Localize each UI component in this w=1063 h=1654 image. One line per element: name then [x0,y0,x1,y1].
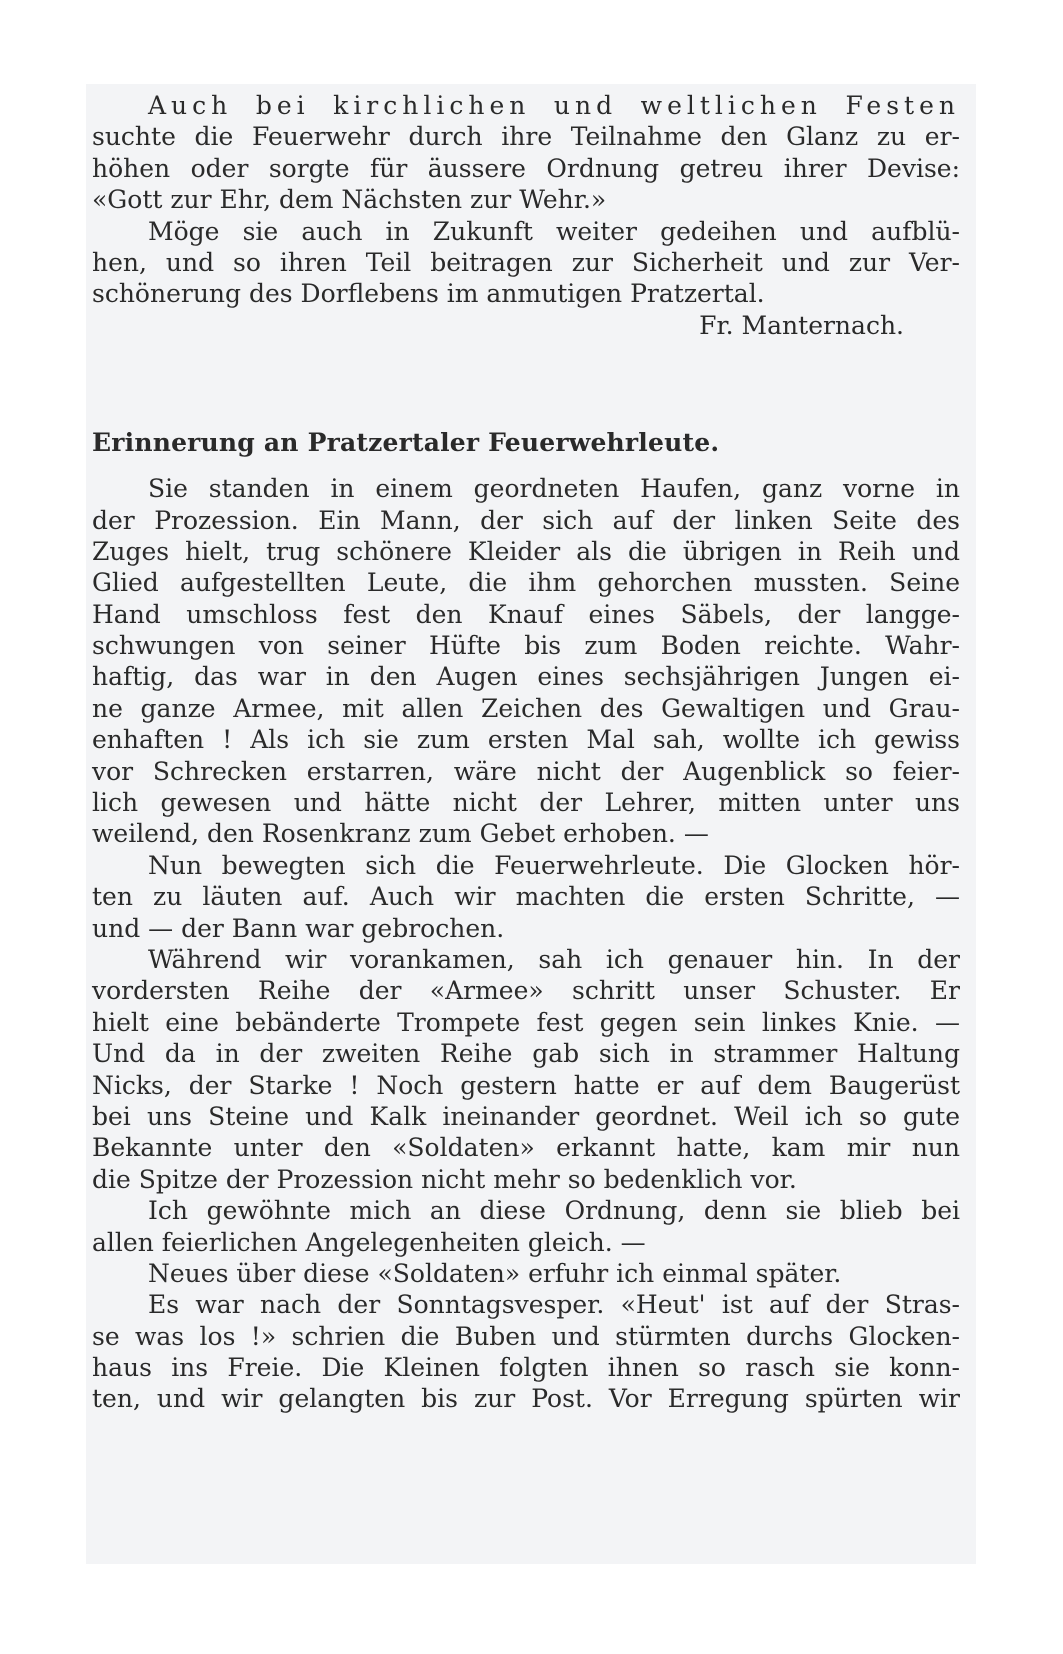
text-line: schönerung des Dorflebens im anmutigen Pratzertal. [92,279,765,309]
text-line: lich gewesen und hätte nicht der Lehrer, mitten unter uns [92,788,960,818]
text-line: Glied aufgestellten Leute, die ihm gehorchen mussten. Seine [92,568,960,598]
text-line: Und da in der zweiten Reihe gab sich in strammer Haltung [92,1039,960,1069]
text-line: hen, und so ihren Teil beitragen zur Sicherheit und zur Ver- [92,247,960,277]
text-line: vordersten Reihe der «Armee» schritt unser Schuster. Er [92,976,960,1006]
text-line: allen feierlichen Angelegenheiten gleich. — [92,1227,646,1257]
text-line: die Spitze der Prozession nicht mehr so bedenklich vor. [92,1164,797,1194]
section-memories [92,473,960,1415]
text-line: Es war nach der Sonntagsvesper. «Heut' ist auf der Stras- [148,1290,960,1320]
text-line: enhaften ! Als ich sie zum ersten Mal sah, wollte ich gewiss [92,725,960,755]
text-line: Während wir vorankamen, sah ich genauer hin. In der [148,944,960,974]
text-line: «Gott zur Ehr, dem Nächsten zur Wehr.» [92,185,607,215]
text-line: ten, und wir gelangten bis zur Post. Vor Erregung spürten wir [92,1384,960,1414]
text-line: Zuges hielt, trug schönere Kleider als die übrigen in Reih und [92,536,960,566]
text-line: Auch bei kirchlichen und weltlichen Festen [148,91,960,120]
text-line: ten zu läuten auf. Auch wir machten die ersten Schritte, — [92,882,960,912]
text-line: hielt eine bebänderte Trompete fest gegen sein linkes Knie. — [92,1007,960,1037]
text-line: Ich gewöhnte mich an diese Ordnung, denn sie blieb bei [148,1196,960,1226]
text-line: ne ganze Armee, mit allen Zeichen des Gewaltigen und Grau- [92,693,960,723]
document-body [92,90,960,1415]
text-line: und — der Bann war gebrochen. [92,913,505,943]
section-heading: Erinnerung an Pratzertaler Feuerwehrleute. [92,428,720,458]
text-line: se was los !» schrien die Buben und stürmten durchs Glocken- [92,1321,960,1351]
section-festivals [92,90,960,341]
text-line: vor Schrecken erstarren, wäre nicht der Augenblick so feier- [92,756,960,786]
author-signature: Fr. Manternach. [699,310,904,340]
text-line: schwungen von seiner Hüfte bis zum Boden reichte. Wahr- [92,631,960,661]
text-line: Neues über diese «Soldaten» erfuhr ich einmal später. [148,1258,842,1288]
text-line: suchte die Feuerwehr durch ihre Teilnahme den Glanz zu er- [92,122,960,152]
text-line: haftig, das war in den Augen eines sechsjährigen Jungen ei- [92,662,960,692]
text-line: Sie standen in einem geordneten Haufen, ganz vorne in [148,474,960,504]
text-line: der Prozession. Ein Mann, der sich auf der linken Seite des [92,505,960,535]
text-line: bei uns Steine und Kalk ineinander geordnet. Weil ich so gute [92,1101,960,1131]
text-line: Nicks, der Starke ! Noch gestern hatte er auf dem Baugerüst [92,1070,960,1100]
text-line: Bekannte unter den «Soldaten» erkannt hatte, kam mir nun [92,1133,960,1163]
text-line: Hand umschloss fest den Knauf eines Säbels, der langge- [92,599,960,629]
text-line: weilend, den Rosenkranz zum Gebet erhoben. — [92,819,709,849]
text-line: Möge sie auch in Zukunft weiter gedeihen und aufblü- [148,216,960,246]
text-line: haus ins Freie. Die Kleinen folgten ihnen so rasch sie konn- [92,1353,960,1383]
text-line: Nun bewegten sich die Feuerwehrleute. Die Glocken hör- [148,850,960,880]
text-line: höhen oder sorgte für äussere Ordnung getreu ihrer Devise: [92,153,960,183]
section-spacer [92,341,960,423]
